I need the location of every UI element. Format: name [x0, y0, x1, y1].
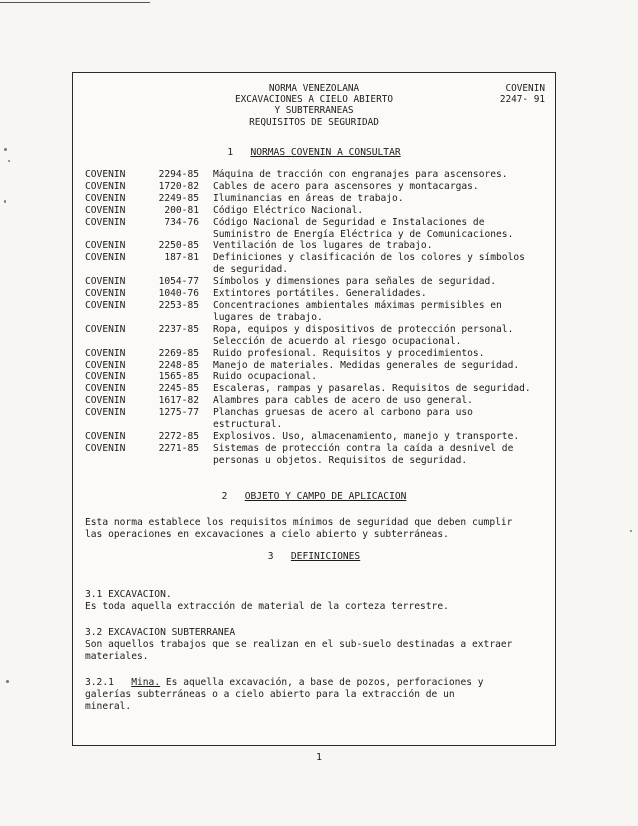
reference-number: 1720-82 — [158, 180, 199, 192]
reference-title-line: Escaleras, rampas y pasarelas. Requisitos de seguridad. — [213, 383, 531, 395]
reference-title — [199, 205, 547, 217]
reference-title-line: lugares de trabajo. — [213, 311, 323, 323]
header-line-3: Y SUBTERRANEAS — [274, 105, 354, 117]
definition-text: Son aquellos trabajos que se realizan en el sub-suelo destinadas a extraer — [85, 638, 513, 650]
reference-title-line: Ropa, equipos y dispositivos de protección personal. — [213, 323, 514, 335]
reference-number: 1565-85 — [158, 371, 199, 383]
reference-number: 2250-85 — [158, 240, 199, 252]
reference-title-line: Sistemas de protección contra la caída a desnivel de — [213, 442, 514, 454]
scan-speck — [8, 160, 10, 162]
reference-title — [199, 193, 547, 205]
reference-number: 1617-82 — [158, 395, 199, 407]
reference-row — [85, 431, 547, 443]
reference-number: 734-76 — [164, 216, 199, 228]
reference-title — [199, 371, 547, 383]
reference-title — [199, 431, 547, 443]
reference-row — [85, 348, 547, 360]
reference-title-line: Manejo de materiales. Medidas generales de seguridad. — [213, 359, 520, 371]
reference-org: COVENIN — [85, 288, 126, 300]
definition-text: mineral. — [85, 700, 132, 712]
reference-title-line: Símbolos y dimensiones para señales de seguridad. — [213, 276, 497, 288]
reference-org: COVENIN — [85, 240, 126, 252]
reference-title-line: Código Eléctrico Nacional. — [213, 204, 364, 216]
section-3-title: 3 DEFINICIONES — [267, 551, 361, 562]
reference-title-line: Alambres para cables de acero de uso general. — [213, 395, 473, 407]
definition-text: galerías subterráneas o a cielo abierto para la extracción de un — [85, 688, 455, 700]
reference-row — [85, 395, 547, 407]
header-line-4: REQUISITOS DE SEGURIDAD — [249, 116, 379, 128]
reference-title-line: Ruido profesional. Requisitos y procedimientos. — [213, 347, 485, 359]
reference-row — [85, 181, 547, 193]
reference-title-line: Cables de acero para ascensores y montacargas. — [213, 180, 479, 192]
reference-title — [199, 181, 547, 193]
definition-heading: 3.2 EXCAVACION SUBTERRANEA — [85, 627, 236, 638]
reference-row — [85, 360, 547, 372]
standard-org: COVENIN — [505, 83, 545, 94]
definition-3-2-1 — [85, 677, 547, 713]
reference-title — [199, 348, 547, 360]
reference-number: 1275-77 — [158, 407, 199, 419]
reference-row — [85, 383, 547, 395]
section-2-title: 2 OBJETO Y CAMPO DE APLICACION — [221, 491, 407, 502]
reference-org: COVENIN — [85, 442, 126, 454]
reference-list — [85, 169, 547, 467]
reference-org: COVENIN — [85, 407, 126, 419]
reference-org: COVENIN — [85, 371, 126, 383]
reference-org: COVENIN — [85, 180, 126, 192]
reference-org: COVENIN — [85, 299, 126, 311]
reference-org: COVENIN — [85, 430, 126, 442]
standard-code — [500, 83, 545, 105]
scan-speck — [4, 200, 6, 203]
reference-org: COVENIN — [85, 252, 126, 264]
reference-title — [199, 407, 547, 431]
reference-title-line: Código Nacional de Seguridad e Instalaciones de — [213, 216, 485, 228]
reference-title — [199, 288, 547, 300]
definition-text: Es toda aquella extracción de material de la corteza terrestre. — [85, 600, 449, 612]
reference-title — [199, 443, 547, 467]
definition-heading: 3.1 EXCAVACION. — [85, 589, 172, 600]
reference-number: 2253-85 — [158, 299, 199, 311]
reference-number: 1054-77 — [158, 276, 199, 288]
reference-title-line: Extintores portátiles. Generalidades. — [213, 288, 427, 300]
reference-row — [85, 371, 547, 383]
reference-row — [85, 217, 547, 241]
reference-title — [199, 324, 547, 348]
reference-row — [85, 443, 547, 467]
reference-org: COVENIN — [85, 192, 126, 204]
reference-title — [199, 395, 547, 407]
reference-row — [85, 240, 547, 252]
reference-title-line: Ruido ocupacional. — [213, 371, 317, 383]
standard-number: 2247- 91 — [499, 94, 545, 106]
document-header — [73, 83, 555, 128]
reference-row — [85, 252, 547, 276]
reference-title — [199, 252, 547, 276]
reference-row — [85, 169, 547, 181]
section-2-text: Esta norma establece los requisitos mínimos de seguridad que deben cumplir las operaciones en excavaciones a cielo abierto y subterráneas. — [85, 517, 513, 540]
reference-title-line: Explosivos. Uso, almacenamiento, manejo y transporte. — [213, 430, 520, 442]
reference-title — [199, 169, 547, 181]
reference-title — [199, 360, 547, 372]
reference-org: COVENIN — [85, 383, 126, 395]
reference-number: 2248-85 — [158, 359, 199, 371]
reference-number: 2249-85 — [158, 192, 199, 204]
reference-org: COVENIN — [85, 359, 126, 371]
reference-title — [199, 383, 547, 395]
reference-row — [85, 300, 547, 324]
definition-text: materiales. — [85, 650, 149, 662]
scan-speck — [4, 148, 7, 151]
definition-text: Es aquella excavación, a base de pozos, perforaciones y — [160, 677, 484, 688]
definition-number: 3.2.1 — [85, 677, 114, 688]
reference-title-line: Máquina de tracción con engranajes para ascensores. — [213, 169, 508, 180]
reference-title-line: Iluminancias en áreas de trabajo. — [213, 192, 404, 204]
reference-title — [199, 300, 547, 324]
reference-title-line: Definiciones y clasificación de los colores y símbolos — [213, 252, 525, 264]
scan-edge-line — [0, 2, 150, 3]
reference-title-line: Suministro de Energía Eléctrica y de Comunicaciones. — [213, 228, 514, 240]
scan-speck — [630, 530, 632, 532]
reference-title — [199, 217, 547, 241]
definition-3-2 — [85, 627, 547, 663]
reference-title-line: personas u objetos. Requisitos de seguridad. — [213, 454, 468, 466]
reference-title-line: Ventilación de los lugares de trabajo. — [213, 240, 433, 252]
reference-title — [199, 276, 547, 288]
reference-org: COVENIN — [85, 216, 126, 228]
reference-number: 2271-85 — [158, 442, 199, 454]
reference-number: 187-81 — [164, 252, 199, 264]
reference-title-line: Selección de acuerdo al riesgo ocupacional. — [213, 335, 462, 347]
reference-org: COVENIN — [85, 204, 126, 216]
reference-title-line: estructural. — [213, 419, 283, 431]
reference-org: COVENIN — [85, 347, 126, 359]
reference-org: COVENIN — [85, 323, 126, 335]
header-line-2: EXCAVACIONES A CIELO ABIERTO — [234, 94, 394, 106]
reference-number: 1040-76 — [158, 288, 199, 300]
reference-row — [85, 288, 547, 300]
reference-org: COVENIN — [85, 169, 126, 180]
definition-3-1 — [85, 589, 547, 613]
document-frame — [72, 72, 556, 746]
scan-speck — [6, 680, 9, 683]
page-number: 1 — [315, 752, 323, 763]
reference-number: 200-81 — [164, 204, 199, 216]
reference-row — [85, 205, 547, 217]
reference-row — [85, 276, 547, 288]
reference-row — [85, 407, 547, 431]
reference-number: 2245-85 — [158, 383, 199, 395]
definition-term: Mina. — [131, 677, 161, 688]
reference-title — [199, 240, 547, 252]
reference-number: 2269-85 — [158, 347, 199, 359]
reference-number: 2294-85 — [158, 169, 199, 180]
reference-number: 2237-85 — [158, 323, 199, 335]
reference-org: COVENIN — [85, 276, 126, 288]
reference-number: 2272-85 — [158, 430, 199, 442]
reference-row — [85, 324, 547, 348]
reference-title-line: de seguridad. — [213, 264, 289, 276]
reference-row — [85, 193, 547, 205]
reference-org: COVENIN — [85, 395, 126, 407]
section-1-title: 1 NORMAS COVENIN A CONSULTAR — [227, 147, 401, 158]
header-line-1: NORMA VENEZOLANA — [268, 83, 360, 94]
reference-title-line: Concentraciones ambientales máximas permisibles en — [213, 299, 502, 311]
reference-title-line: Planchas gruesas de acero al carbono para uso — [213, 407, 473, 419]
